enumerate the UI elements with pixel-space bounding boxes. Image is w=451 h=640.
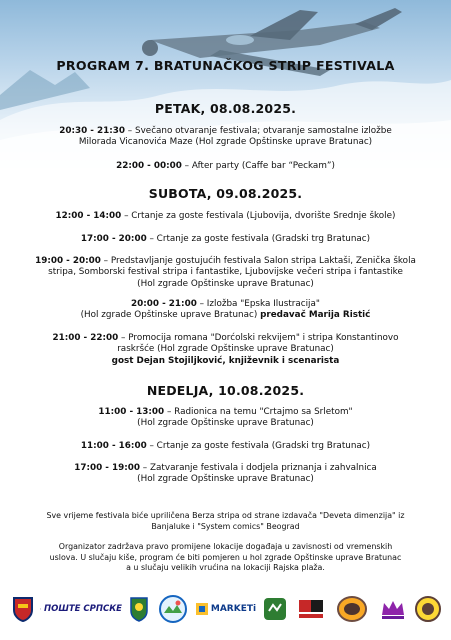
coat-of-arms-logo [10, 594, 36, 624]
day-heading-saturday: SUBOTA, 09.08.2025. [148, 186, 303, 201]
event-item: 11:00 - 16:00 – Crtanje za goste festivala (Gradski trg Bratunac) [80, 441, 371, 451]
green-badge-logo [262, 594, 288, 624]
event-item: 12:00 - 14:00 – Crtanje za goste festivala (Ljubovija, dvorište Srednje škole) [55, 211, 396, 221]
event-item: 20:00 - 21:00 – Izložba "Epska Ilustracija" (Hol zgrade Opštinske uprave Bratunac) predavač Marija Ristić [80, 299, 371, 321]
note-berza: Sve vrijeme festivala biće upriličena Berza stripa od strane izdavača "Deveta dimenzija" iz Banjaluke i "System comics" Beograd [46, 511, 405, 531]
poste-srpske-logo: ПОШТЕ СРПСКЕ [40, 594, 122, 624]
event-item: 21:00 - 22:00 – Promocija romana "Dorćolski rekvijem" i stripa Konstantinovo raskršće (Hol zgrade Opštinske uprave Bratunac) gost Dejan Stojiljković, književnik i scenarista [52, 333, 399, 366]
day-heading-friday: PETAK, 08.08.2025. [154, 101, 297, 116]
gold-seal-logo [336, 594, 368, 624]
crown-logo [378, 594, 408, 624]
event-item: 17:00 - 20:00 – Crtanje za goste festivala (Gradski trg Bratunac) [80, 234, 371, 244]
round-gold-logo [414, 594, 442, 624]
event-item: 22:00 - 00:00 – After party (Caffe bar “Peckam”) [116, 161, 335, 171]
event-item: 20:30 - 21:30 – Svečano otvaranje festivala; otvaranje samostalne izložbe Milorada Vicanovića Maze (Hol zgrade Opštinske uprave Bratunac) [59, 126, 392, 148]
program-title: PROGRAM 7. BRATUNAČKOG STRIP FESTIVALA [56, 58, 395, 73]
airplane-illustration [0, 0, 451, 180]
note-organizer: Organizator zadržava pravo promijene lokacije događaja u zavisnosti od vremenskih uslova. U slučaju kiše, program će biti pomjeren u hol zgrade Opštinske uprave Bratunac a u slučaju velikih vrućina na lokaciji Rajska plaža. [49, 542, 402, 573]
event-item: 19:00 - 20:00 – Predstavljanje gostujućih festivala Salon stripa Laktaši, Zenička škola stripa, Somborski festival stripa i fantastike, Ljubovijske večeri stripa i fantastike (Hol zgrade Opštinske uprave Bratunac) [35, 256, 416, 289]
event-item: 11:00 - 13:00 – Radionica na temu "Crtajmo sa Srletom" (Hol zgrade Opštinske uprave Bratunac) [98, 407, 353, 429]
marketi-square-icon [196, 603, 208, 615]
emblem-logo [128, 594, 150, 624]
marketi-logo: MARKETi [195, 594, 257, 624]
sponsor-logos [0, 594, 451, 624]
red-brand-logo [296, 594, 326, 624]
event-item: 17:00 - 19:00 – Zatvaranje festivala i dodjela priznanja i zahvalnica (Hol zgrade Opštinske uprave Bratunac) [74, 463, 377, 485]
round-festival-logo [158, 594, 188, 624]
posta-horn-icon [40, 602, 41, 616]
sky-header-illustration [0, 0, 451, 180]
day-heading-sunday: NEDELJA, 10.08.2025. [146, 383, 305, 398]
